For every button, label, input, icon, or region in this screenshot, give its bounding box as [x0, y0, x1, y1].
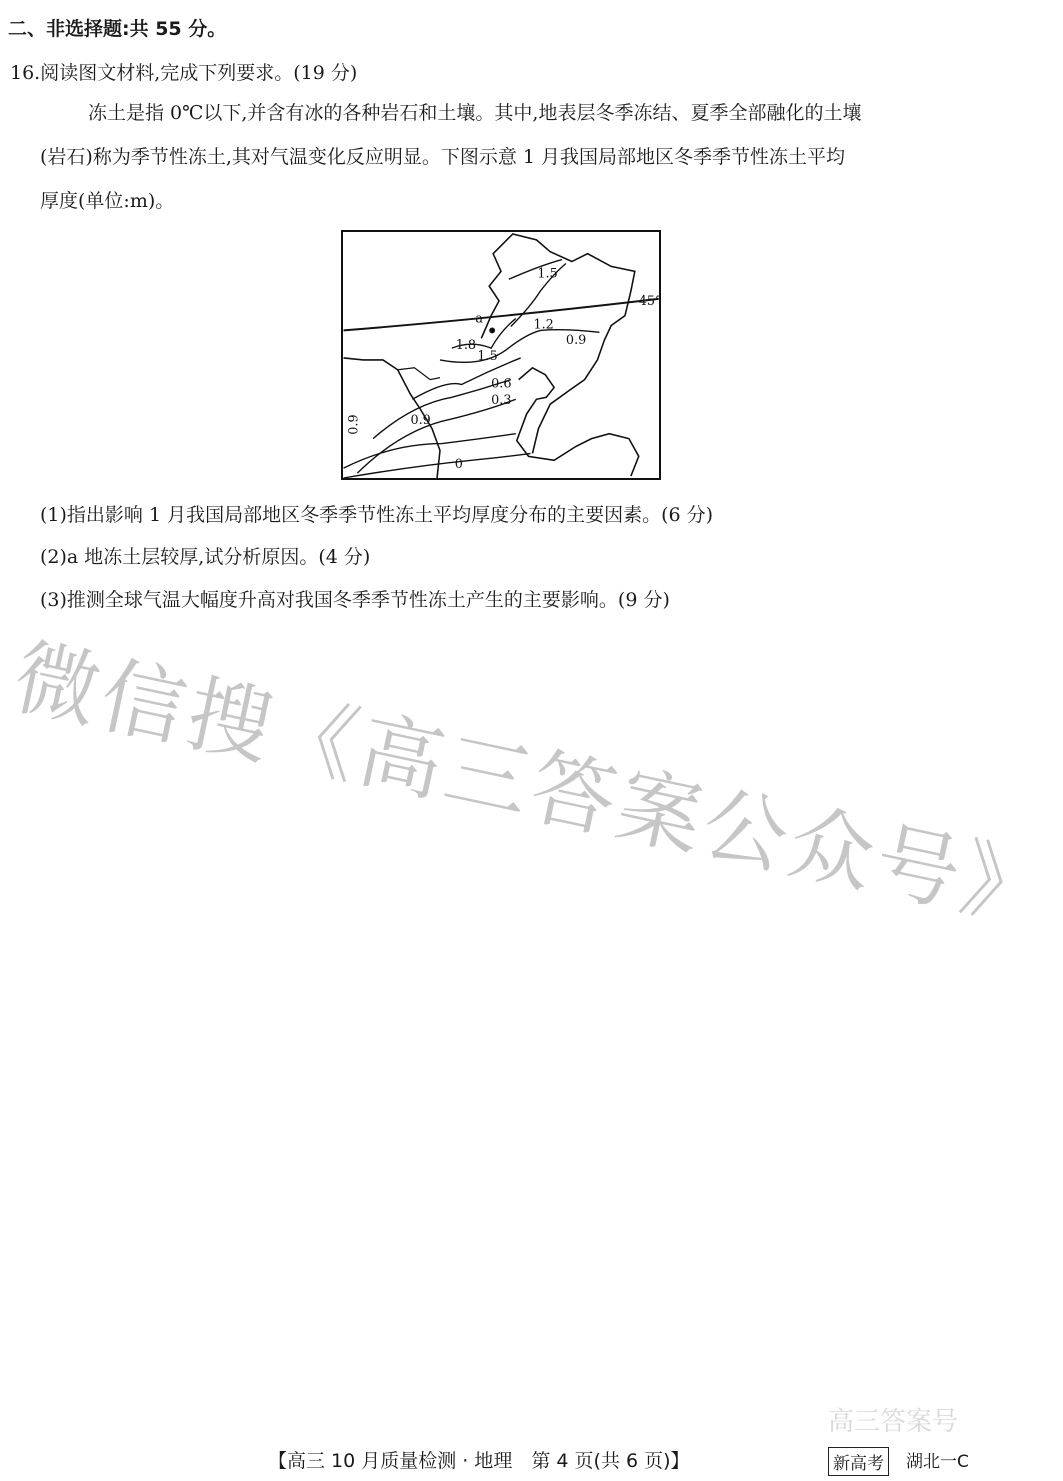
label-0-6: 0.6 — [491, 376, 512, 392]
label-0-3: 0.3 — [491, 393, 512, 409]
label-1-2: 1.2 — [533, 317, 554, 333]
label-0-9-left: 0.9 — [410, 412, 431, 428]
label-1-5-top: 1.5 — [537, 266, 558, 282]
subquestion-2: (2)a 地冻土层较厚,试分析原因。(4 分) — [40, 546, 371, 568]
section-title: 二、非选择题:共 55 分。 — [8, 18, 227, 40]
watermark: 微信搜《高三答案公众号》 — [5, 627, 1060, 944]
logo — [820, 1400, 990, 1445]
subquestion-3: (3)推测全球气温大幅度升高对我国冬季季节性冻土产生的主要影响。(9 分) — [40, 589, 670, 611]
paragraph-line-1: 冻土是指 0℃以下,并含有冰的各种岩石和土壤。其中,地表层冬季冻结、夏季全部融化的土壤 — [88, 102, 862, 124]
label-1-8: 1.8 — [455, 338, 477, 354]
label-0: 0 — [454, 457, 463, 473]
label-point-a: a — [475, 311, 484, 327]
contour-0-9-left — [344, 434, 516, 468]
label-0-9-right: 0.9 — [565, 333, 587, 349]
label-0-9-vertical: 0.9 — [346, 414, 362, 435]
question-header: 16.阅读图文材料,完成下列要求。(19 分) — [10, 62, 358, 84]
logo-graphic — [820, 1400, 990, 1445]
paragraph-line-2: (岩石)称为季节性冻土,其对气温变化反应明显。下图示意 1 月我国局部地区冬季季节性冻土平均 — [40, 146, 846, 168]
paragraph-line-3: 厚度(单位:m)。 — [40, 190, 175, 212]
border-inner — [398, 368, 440, 380]
border-northeast — [481, 234, 635, 453]
map-svg — [343, 232, 662, 478]
subquestion-1: (1)指出影响 1 月我国局部地区冬季季节性冻土平均厚度分布的主要因素。(6 分) — [40, 504, 714, 526]
label-1-5-mid: 1.5 — [477, 348, 498, 364]
page-footer: 【高三 10 月质量检测 · 地理 第 4 页(共 6 页)】 — [268, 1450, 690, 1472]
frozen-soil-map — [341, 230, 661, 480]
footer-boxed-label: 新高考 — [828, 1447, 889, 1476]
contour-0-3 — [373, 380, 511, 439]
contour-mid — [357, 399, 515, 473]
label-45-degrees: 45° — [638, 293, 662, 309]
point-a-marker — [489, 327, 495, 333]
footer-right-label: 湖北一C — [906, 1452, 969, 1472]
logo-text: 高三答案号 — [828, 1407, 959, 1437]
